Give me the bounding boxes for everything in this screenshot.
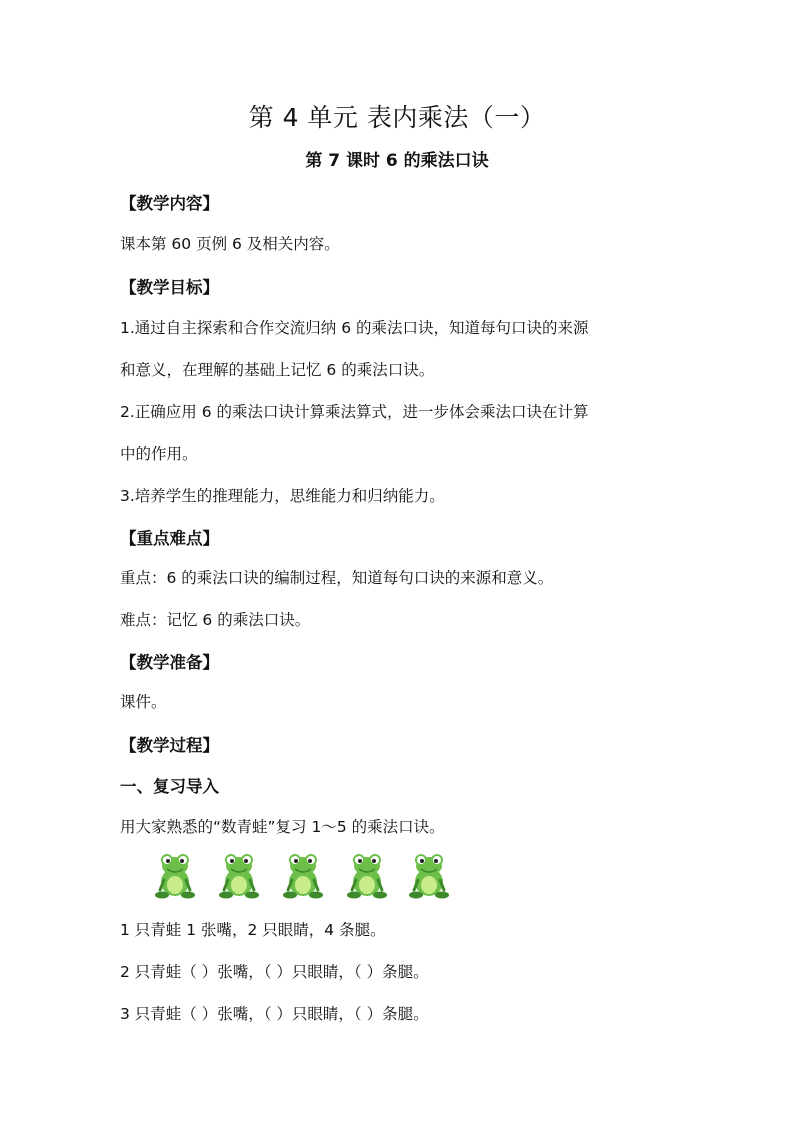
lesson-subtitle: 第 7 课时 6 的乘法口诀 — [305, 151, 489, 171]
goals-heading: 【教学目标】 — [120, 278, 219, 297]
frog-icon — [218, 852, 260, 900]
frog-line-2: 2 只青蛙（ ）张嘴，（ ）只眼睛，（ ）条腿。 — [120, 963, 429, 981]
preparation-heading: 【教学准备】 — [120, 653, 219, 672]
frog-illustration-row — [154, 852, 454, 902]
part-1-intro: 用大家熟悉的“数青蛙”复习 1～5 的乘法口诀。 — [120, 818, 445, 836]
content-text: 课本第 60 页例 6 及相关内容。 — [120, 235, 340, 253]
part-1-heading: 一、复习导入 — [120, 777, 219, 796]
frog-line-3: 3 只青蛙（ ）张嘴，（ ）只眼睛，（ ）条腿。 — [120, 1005, 429, 1023]
content-heading: 【教学内容】 — [120, 194, 219, 213]
key-points-heading: 【重点难点】 — [120, 529, 219, 548]
process-heading: 【教学过程】 — [120, 736, 219, 755]
difficult-point: 难点：记忆 6 的乘法口诀。 — [120, 611, 311, 629]
unit-title: 第 4 单元 表内乘法（一） — [248, 103, 546, 132]
goal-1-line-2: 和意义，在理解的基础上记忆 6 的乘法口诀。 — [120, 361, 435, 379]
goal-2-line-1: 2.正确应用 6 的乘法口诀计算乘法算式，进一步体会乘法口诀在计算 — [120, 403, 589, 421]
frog-icon — [346, 852, 388, 900]
key-point: 重点：6 的乘法口诀的编制过程，知道每句口诀的来源和意义。 — [120, 569, 554, 587]
goal-2-line-2: 中的作用。 — [120, 445, 198, 463]
preparation-text: 课件。 — [120, 693, 167, 711]
goal-1-line-1: 1.通过自主探索和合作交流归纳 6 的乘法口诀，知道每句口诀的来源 — [120, 319, 589, 337]
frog-icon — [408, 852, 450, 900]
frog-line-1: 1 只青蛙 1 张嘴，2 只眼睛，4 条腿。 — [120, 921, 386, 939]
frog-icon — [154, 852, 196, 900]
goal-3: 3.培养学生的推理能力，思维能力和归纳能力。 — [120, 487, 445, 505]
frog-icon — [282, 852, 324, 900]
